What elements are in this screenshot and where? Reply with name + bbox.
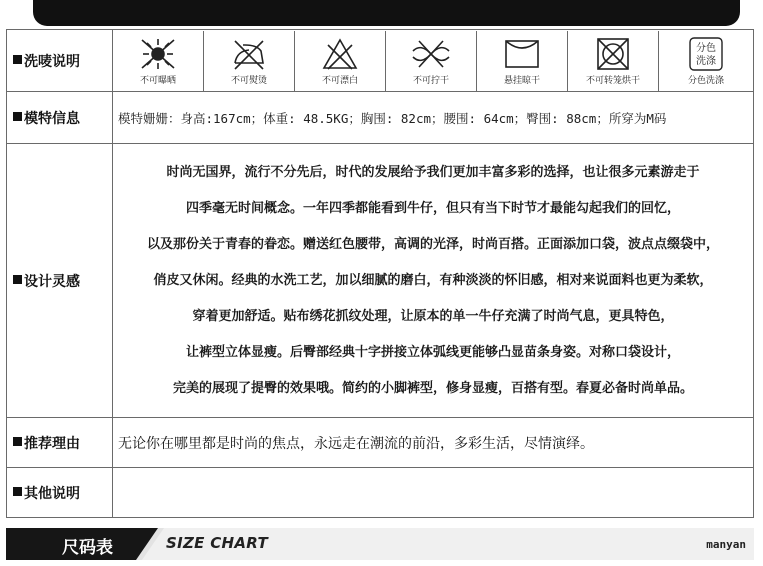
care-item-no-sun [113,31,204,91]
no-iron-icon [227,37,271,71]
design-text [113,144,754,418]
care-caption: 悬挂晾干 [503,75,540,86]
other-text [113,468,754,518]
reason-row [7,418,754,468]
model-label: 模特信息 [7,92,113,144]
size-chart-title: 尺码表 [62,538,113,558]
care-caption: 不可拧干 [412,75,449,86]
no-tumble-dry-icon [591,37,635,71]
care-caption: 不可曝晒 [139,75,176,86]
design-line: 穿着更加舒适。贴布绣花抓纹处理，让原本的单一牛仔充满了时尚气息，更具特色， [192,308,674,324]
care-item-no-wring [386,31,477,91]
separate-wash-icon [684,37,728,71]
design-line: 四季毫无时间概念。一年四季都能看到牛仔，但只有当下时节才最能勾起我们的回忆， [185,200,680,216]
care-item-separate-wash [659,31,753,91]
size-chart-header [6,528,754,560]
reason-text: 无论你在哪里都是时尚的焦点，永远走在潮流的前沿，多彩生活，尽情演绎。 [113,418,754,468]
no-sun-icon [136,37,180,71]
size-chart-subtitle: SIZE CHART [166,534,269,552]
other-label: 其他说明 [7,468,113,518]
product-info-table [6,29,754,518]
care-icons-cell [113,30,754,92]
care-item-no-bleach [295,31,386,91]
no-wring-icon [409,37,453,71]
care-caption: 不可转笼烘干 [585,75,640,86]
hang-dry-icon [500,37,544,71]
care-item-hang-dry [477,31,568,91]
care-caption: 分色洗涤 [687,75,724,86]
design-row [7,144,754,418]
other-row [7,468,754,518]
model-info-text: 模特姗姗：身高:167cm；体重: 48.5KG；胸围: 82cm；腰围: 64cm；臀围: 88cm；所穿为M码 [113,92,754,144]
care-caption: 不可熨烫 [230,75,267,86]
design-line: 以及那份关于青春的眷恋。赠送红色腰带，高调的光泽，时尚百搭。正面添加口袋，波点点缀袋中， [146,236,719,252]
model-row [7,92,754,144]
care-row [7,30,754,92]
design-line: 时尚无国界，流行不分先后，时代的发展给予我们更加丰富多彩的选择，也让很多元素游走于 [166,164,700,180]
no-bleach-icon [318,37,362,71]
care-label: 洗唛说明 [7,30,113,92]
design-line: 完美的展现了提臀的效果哦。简约的小脚裤型，修身显瘦，百搭有型。春夏必备时尚单品。 [172,380,693,396]
top-banner [33,0,740,26]
brand-name: manyan [706,538,746,551]
design-line: 让裤型立体显瘦。后臀部经典十字拼接立体弧线更能够凸显苗条身姿。对称口袋设计， [185,344,680,360]
design-line: 俏皮又休闲。经典的水洗工艺，加以细腻的磨白，有种淡淡的怀旧感，相对来说面料也更为柔软， [153,272,713,288]
care-item-no-iron [204,31,295,91]
care-item-no-tumble-dry [568,31,659,91]
care-caption: 不可漂白 [321,75,358,86]
svg-text:分色: 分色 [696,42,716,54]
reason-label: 推荐理由 [7,418,113,468]
svg-text:洗涤: 洗涤 [696,55,716,67]
design-label: 设计灵感 [7,144,113,418]
